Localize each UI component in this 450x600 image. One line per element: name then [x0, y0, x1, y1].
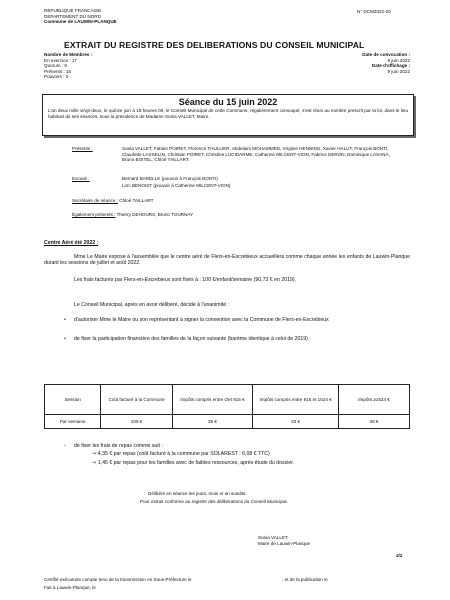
meals-line-1: ⇒ 4,35 € par repas (coût facturé à la commune par SOLAREST : 6,08 € TTC) — [92, 451, 270, 457]
members-powers: Pouvoirs : 2 — [44, 74, 69, 80]
bullet-1-marker: • — [64, 317, 66, 323]
closing-line-1: Délibéré en séance les jours, mois et an susdits. — [148, 491, 247, 496]
closing-line-2: Pour extrait conforme au registre des délibérations du Conseil Municipal. — [140, 499, 288, 504]
secretary-name: Chloé TAILLART — [119, 198, 154, 203]
table-cell: 39 € — [339, 415, 410, 429]
dates-block — [300, 52, 410, 74]
table-row — [45, 415, 410, 429]
table-cell: 33 € — [253, 415, 339, 429]
convocation-date: 9 juin 2022 — [387, 57, 410, 63]
header-country: REPUBLIQUE FRANCAISE — [44, 8, 102, 13]
excused-2: Loïc BENOIST (pouvoir à Catherine MILCENT-VION) — [122, 183, 231, 188]
convocation-label: Date de convocation : — [362, 52, 410, 57]
also-present-label: Également présents : — [72, 212, 116, 217]
section-paragraph-1: Mme Le Maire expose à l'assemblée que le centre aéré de Flers-en-Escrebieux accueillera comme chaque année les enfants de Lauwin-Planque durant les sessions de juillet et août 2022. — [44, 254, 410, 267]
table-header-cell: Impôts ≥1524 € — [339, 385, 410, 415]
members-block — [44, 52, 92, 80]
participation-table — [44, 384, 410, 429]
members-heading: Nombre de Membres : — [44, 52, 93, 57]
footer-line-1: Certifié exécutoire compte tenu de la transmission en Sous-Préfecture le — [44, 577, 192, 582]
members-quorum: Quorum : 9 — [44, 63, 67, 69]
table-header-cell: Coût facturé à la Commune — [101, 385, 172, 415]
table-cell: 29 € — [172, 415, 252, 429]
bullet-1 — [64, 317, 410, 323]
meals-intro: de fixer les frais de repas comme suit : — [74, 443, 163, 449]
page-number: 2/2 — [396, 553, 403, 558]
excused-label: Excusé : — [72, 176, 90, 181]
also-present-names: Thierry DEHOURS, Bruno TOURNAY — [116, 212, 194, 217]
seance-box — [42, 94, 414, 136]
footer-line-1-end: , et de la publication le — [282, 577, 328, 582]
bullet-2-text: de fixer la participation financière des familles de la façon suivante (barème identique à celui de 2019) : — [74, 336, 311, 342]
table-row-label: Par semaine — [45, 415, 101, 429]
section-paragraph-3: Le Conseil Municipal, après en avoir délibéré, décide à l'unanimité : — [74, 302, 229, 308]
header-department: DEPARTEMENT DU NORD — [44, 13, 101, 19]
table-header-cell: Impôts compris entre 915 et 1524 € — [253, 385, 339, 415]
section-paragraph-2: Les frais facturés par Flers-en-Escrebieux sont fixés à : 100 €/enfant/semaine (90,73 € en 2019). — [74, 277, 297, 283]
bullet-2 — [64, 336, 364, 342]
excused-1: Bernard BARELLE (pouvoir à François BONTI) — [122, 176, 218, 181]
present-label: Présents : — [72, 146, 93, 151]
table-cell: 100 € — [101, 415, 172, 429]
seance-title: Séance du 15 juin 2022 — [178, 97, 278, 107]
header-commune: Commune de LAUWIN-PLANQUE — [44, 19, 117, 25]
signature-name: Sonia VALLET, — [258, 535, 289, 540]
signature-block — [258, 535, 310, 546]
seance-text: L'an deux mille vingt-deux, le quinze juin à 19 heures 00, le Conseil Municipal de cette Commune, régulièrement convoqué, s'est réuni au nombre prescrit par la loi, dans le lieu habituel de ses séances, sous la présidence de Madame Sonia VALLET, Maire. — [48, 108, 408, 119]
table-header-cell: Impôts compris entre Oet 915 € — [172, 385, 252, 415]
deliberation-ref: N° DCM2022-20 — [357, 9, 391, 14]
present-names: Sonia VALLET, Fabien POIRET, Florence THULLIER, Abdelaim MOHAMMED, Virginie HENNING, Xavier HALUT, François BONTI, Claudette LASSELIN, Christian POIRET, Christine LUCIDARME, Catherine MILCENT-VION, Fabrice DERON, Dominique LASANA, Bruno BOITEL, Chloé TAILLART. — [122, 146, 390, 163]
bullet-1-text: d'autoriser Mme le Maire ou son représentant à signer la convention avec la Commune de Flers-en-Escrebieux — [74, 317, 329, 323]
table-header-cell: Session — [45, 385, 101, 415]
members-in-office: En exercice : 17 — [44, 57, 77, 63]
display-label: Date d'affichage : — [371, 63, 410, 69]
secretary-line — [72, 198, 153, 204]
header-block — [44, 8, 117, 25]
footer-line-2: Fait à Lauwin-Planque, le — [44, 585, 96, 590]
page-title: EXTRAIT DU REGISTRE DES DELIBERATIONS DU CONSEIL MUNICIPAL — [64, 40, 365, 50]
table-header-row — [45, 385, 410, 415]
secretary-label: Secrétaire de séance : — [72, 198, 118, 203]
meals-line-2: ⇒ 1,45 € par repas pour les familles avec de faibles ressources, après étude du dossier. — [92, 460, 295, 466]
signature-role: Maire de Lauwin-Planque — [258, 540, 311, 546]
section-heading: Centre Aéré été 2022 : — [44, 240, 99, 246]
meals-intro-line — [64, 443, 163, 449]
bullet-2-marker: • — [64, 336, 66, 342]
members-present: Présents : 15 — [44, 68, 72, 74]
display-date: 9 juin 2022 — [387, 68, 410, 74]
also-present-line — [72, 212, 193, 218]
meals-bullet-marker: - — [64, 443, 66, 449]
